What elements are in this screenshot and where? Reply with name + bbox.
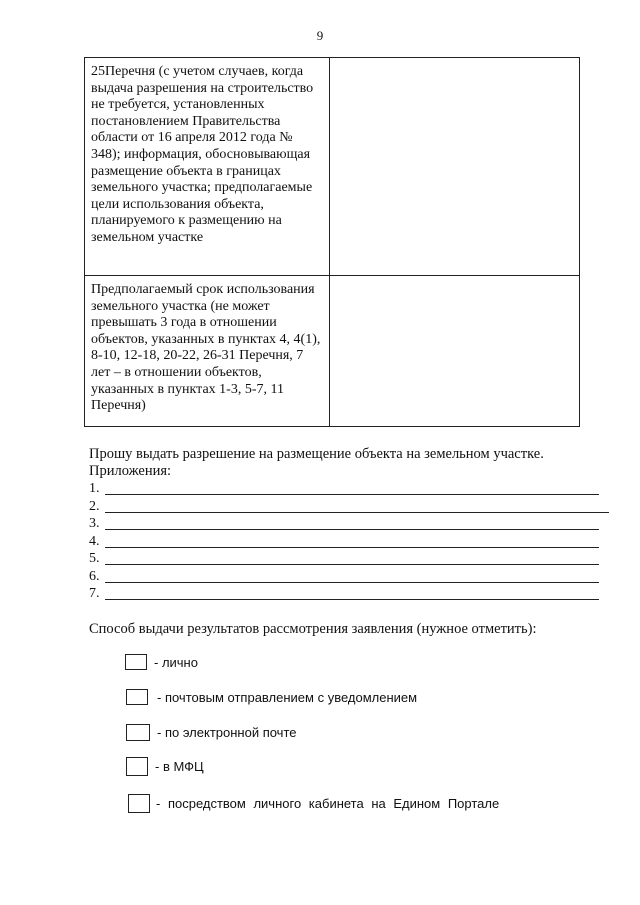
attachment-number: 6. [89,568,100,584]
attachment-line[interactable] [89,534,609,552]
attachment-underline [105,494,599,495]
row-value-usage-term[interactable] [330,276,580,427]
attachment-line[interactable] [89,569,609,587]
attachments-list [89,481,609,604]
attachment-number: 7. [89,586,100,601]
attachment-number: 3. [89,516,100,531]
request-block [89,446,609,480]
request-text: Прошу выдать разрешение на размещение объекта на земельном участке. [89,446,544,462]
attachment-line[interactable] [89,481,609,499]
option-label: - по электронной почте [157,725,297,740]
checkbox[interactable] [126,724,150,741]
checkbox[interactable] [126,757,148,776]
row-value-object-info[interactable] [330,58,580,276]
attachment-line[interactable] [89,499,609,517]
delivery-method-title: Способ выдачи результатов рассмотрения заявления (нужное отметить): [89,621,537,637]
attachment-underline [105,547,599,548]
application-table [84,57,580,427]
attachments-title: Приложения: [89,463,172,479]
attachment-line[interactable] [89,516,609,534]
attachment-underline [105,599,599,600]
row-label-usage-term: Предполагаемый срок использования земельного участка (не может превышать 3 года в отношении объектов, указанных в пунктах 4, 4(1), 8-10, 12-18, 20-22, 26-31 Перечня, 7 лет – в отношении объектов, указанных в пунктах 1-3, 5-7, 11 Перечня) [85,276,330,427]
option-mfc[interactable] [126,757,204,776]
attachment-number: 5. [89,551,100,566]
attachment-underline [105,564,599,565]
option-label: - лично [154,654,198,670]
table-row [85,276,580,427]
option-postal[interactable] [126,689,417,705]
attachment-number: 4. [89,533,100,549]
option-label: - почтовым отправлением с уведомлением [157,689,418,705]
attachment-number: 1. [89,481,100,496]
attachment-line[interactable] [89,551,609,569]
option-label: - в МФЦ [155,759,204,774]
row-label-object-info: 25Перечня (с учетом случаев, когда выдача разрешения на строительство не требуется, установленных постановлением Правительства области от 16 апреля 2012 года № 348); информация, обосновывающая размещение объекта в границах земельного участка; предполагаемые цели использования объекта, планируемого к размещению на земельном участке [85,58,330,276]
checkbox[interactable] [126,689,148,705]
attachment-underline [105,512,609,513]
attachment-underline [105,582,599,583]
attachment-number: 2. [89,498,100,514]
checkbox[interactable] [128,794,150,813]
option-label: - посредством личного кабинета на Едином Портале [156,796,500,811]
option-in-person[interactable] [125,654,198,670]
option-portal[interactable] [128,794,499,813]
option-email[interactable] [126,724,297,741]
page-number: 9 [316,28,324,43]
attachment-line[interactable] [89,586,609,604]
checkbox[interactable] [125,654,147,670]
table-row [85,58,580,276]
attachment-underline [105,529,599,530]
